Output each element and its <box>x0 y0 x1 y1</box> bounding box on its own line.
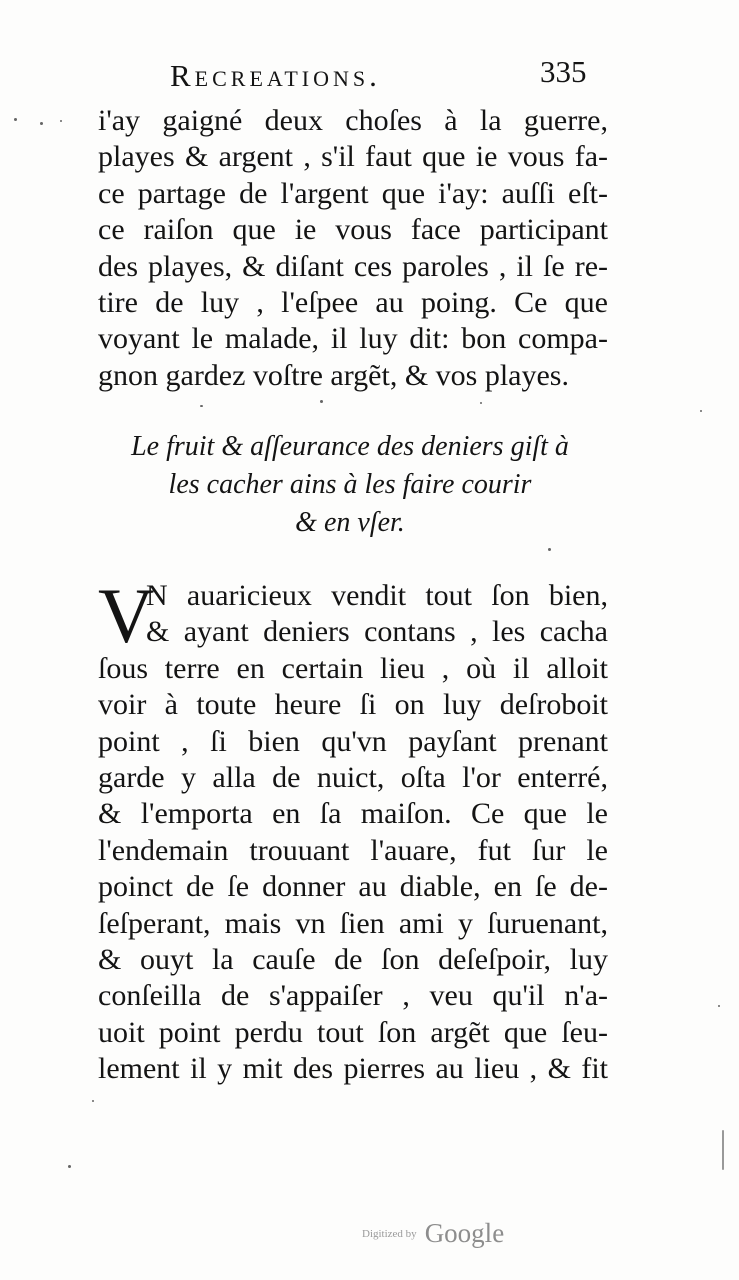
scan-speck <box>40 122 43 125</box>
digitized-watermark <box>362 1218 504 1249</box>
text-line: lement il y mit des pierres au lieu , & fit <box>98 1052 608 1086</box>
page-number: 335 <box>540 54 587 89</box>
heading-line: & en vſer. <box>295 507 405 538</box>
text-line: uoit point perdu tout ſon argẽt que ſeu- <box>98 1015 608 1049</box>
text-line: & ouyt la cauſe de ſon deſeſpoir, luy <box>98 943 608 977</box>
text-line: point , ſi bien qu'vn payſant prenant <box>98 724 608 758</box>
text-line: ce partage de l'argent que i'ay: auſſi eſt- <box>98 176 608 210</box>
scan-speck <box>718 1005 720 1007</box>
text-line: voyant le malade, il luy dit: bon compa- <box>98 322 608 356</box>
text-line: des playes, & diſant ces paroles , il ſe re- <box>98 249 608 283</box>
watermark-brand: Google <box>424 1218 505 1248</box>
scan-speck <box>92 1100 94 1102</box>
scan-speck <box>700 410 702 412</box>
passage-story <box>98 572 608 1088</box>
text-line: playes & argent , s'il faut que ie vous fa- <box>98 140 608 174</box>
text-line: gnon gardez voſtre argẽt, & vos playes. <box>98 358 569 392</box>
text-line: voir à toute heure ſi on luy deſroboit <box>98 688 608 722</box>
scan-speck <box>722 1130 724 1170</box>
heading-line: Le fruit & aſſeurance des deniers giſt à <box>131 431 569 462</box>
scan-speck <box>200 405 203 407</box>
text-line: & ayant deniers contans , les cacha <box>146 615 608 649</box>
section-heading <box>110 428 590 542</box>
text-line: N auaricieux vendit tout ſon bien, <box>146 579 608 612</box>
text-line: ſous terre en certain lieu , où il alloit <box>98 651 608 685</box>
heading-line: les cacher ains à les faire courir <box>168 469 532 500</box>
watermark-prefix: Digitized by <box>362 1227 417 1240</box>
text-line: ſeſperant, mais vn ſien ami y ſuruenant, <box>98 906 608 940</box>
scan-speck <box>60 120 62 122</box>
text-line: garde y alla de nuict, oſta l'or enterré, <box>98 761 608 795</box>
text-line: tire de luy , l'eſpee au poing. Ce que <box>98 286 608 320</box>
running-title: Recreations. <box>170 58 381 93</box>
scan-speck <box>14 118 17 121</box>
text-line: & l'emporta en ſa maiſon. Ce que le <box>98 797 608 831</box>
text-line: ce raiſon que ie vous face participant <box>98 213 608 247</box>
text-line: i'ay gaigné deux choſes à la guerre, <box>98 104 608 137</box>
scan-speck <box>480 402 482 404</box>
scan-speck <box>548 548 551 551</box>
scan-speck <box>320 400 323 403</box>
drop-cap: V <box>98 572 155 659</box>
text-line: poinct de ſe donner au diable, en ſe de- <box>98 870 608 904</box>
text-line: conſeilla de s'appaiſer , veu qu'il n'a- <box>98 979 608 1013</box>
scan-speck <box>68 1165 71 1168</box>
text-line: l'endemain trouuant l'auare, fut ſur le <box>98 833 608 867</box>
passage-top <box>98 103 608 394</box>
